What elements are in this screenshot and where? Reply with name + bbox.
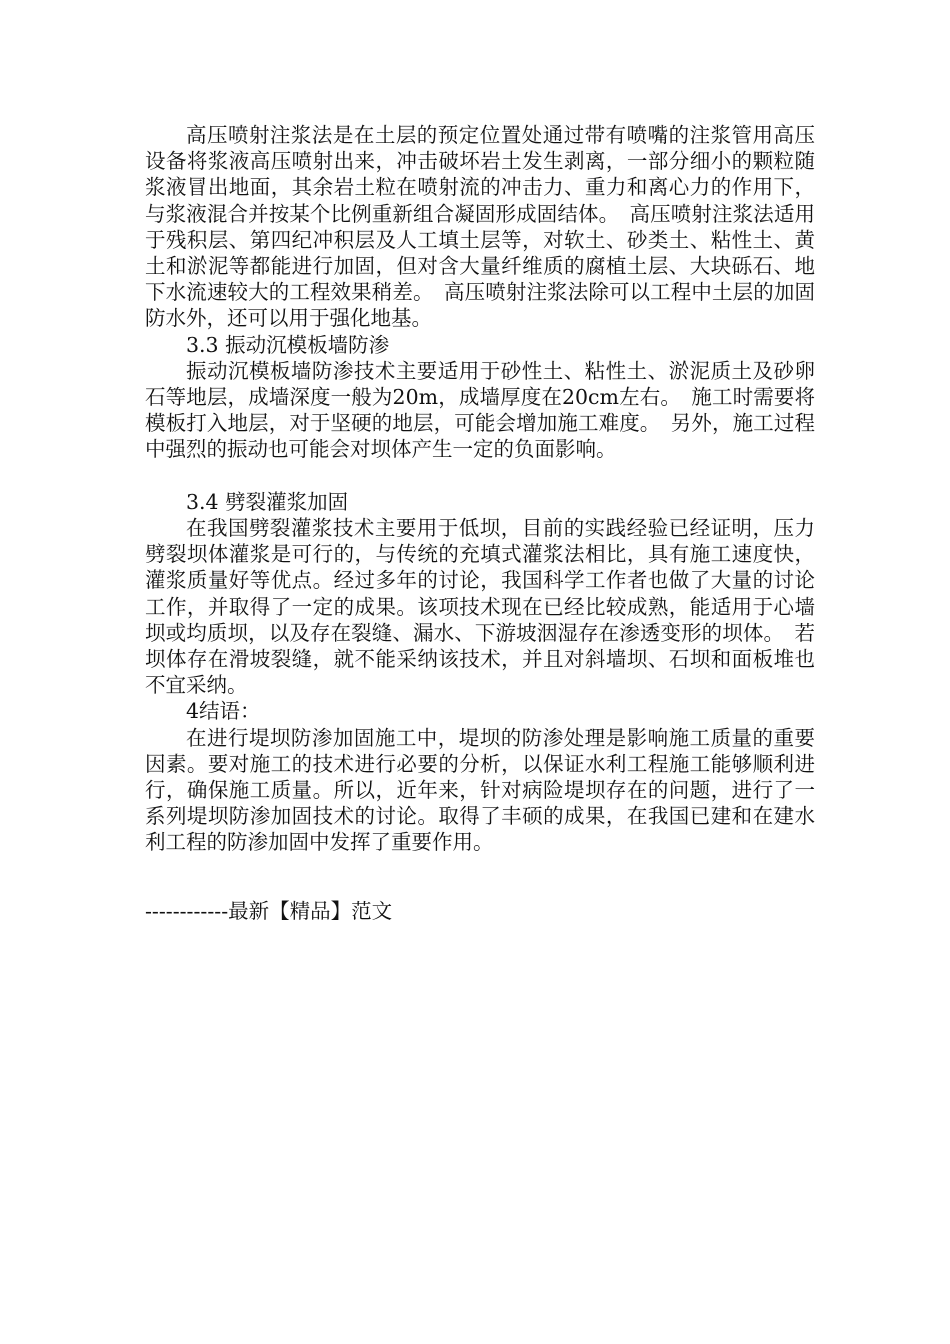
document-body (145, 122, 815, 856)
paragraph-conclusion: 在进行堤坝防渗加固施工中，堤坝的防渗处理是影响施工质量的重要因素。要对施工的技术进行必要的分析，以保证水利工程施工能够顺利进行，确保施工质量。所以，近年来，针对病险堤坝存在的问题，进行了一系列堤坝防渗加固技术的讨论。取得了丰硕的成果，在我国已建和在建水利工程的防渗加固中发挥了重要作用。 (145, 725, 815, 855)
section-heading-3-4: 3.4 劈裂灌浆加固 (186, 489, 349, 514)
blank-line (145, 463, 815, 489)
paragraph-vibrating-formwork: 振动沉模板墙防渗技术主要适用于砂性土、粘性土、淤泥质土及砂卵石等地层，成墙深度一般为20m，成墙厚度在20cm左右。 施工时需要将模板打入地层，对于坚硬的地层，可能会增加施工难度。 另外，施工过程中强烈的振动也可能会对坝体产生一定的负面影响。 (145, 358, 815, 462)
section-heading-conclusion: 4结语： (186, 699, 261, 724)
paragraph-jet-grouting: 高压喷射注浆法是在土层的预定位置处通过带有喷嘴的注浆管用高压设备将浆液高压喷射出来，冲击破坏岩土发生剥离，一部分细小的颗粒随浆液冒出地面，其余岩土粒在喷射流的冲击力、重力和离心力的作用下，与浆液混合并按某个比例重新组合凝固形成固结体。 高压喷射注浆法适用于残积层、第四纪冲积层及人工填土层等，对软土、砂类土、粘性土、黄土和淤泥等都能进行加固，但对含大量纤维质的腐植土层、大块砾石、地下水流速较大的工程效果稍差。 高压喷射注浆法除可以工程中土层的加固防水外，还可以用于强化地基。 (145, 123, 815, 331)
footer-text: ------------最新【精品】范文 (145, 899, 393, 923)
section-heading-3-3: 3.3 振动沉模板墙防渗 (186, 332, 390, 357)
paragraph-split-grouting: 在我国劈裂灌浆技术主要用于低坝，目前的实践经验已经证明，压力劈裂坝体灌浆是可行的，与传统的充填式灌浆法相比，具有施工速度快，灌浆质量好等优点。经过多年的讨论，我国科学工作者也做了大量的讨论工作，并取得了一定的成果。该项技术现在已经比较成熟，能适用于心墙坝或均质坝，以及存在裂缝、漏水、下游坡洇湿存在渗透变形的坝体。 若坝体存在滑坡裂缝，就不能采纳该技术，并且对斜墙坝、石坝和面板堆也不宜采纳。 (145, 516, 815, 698)
